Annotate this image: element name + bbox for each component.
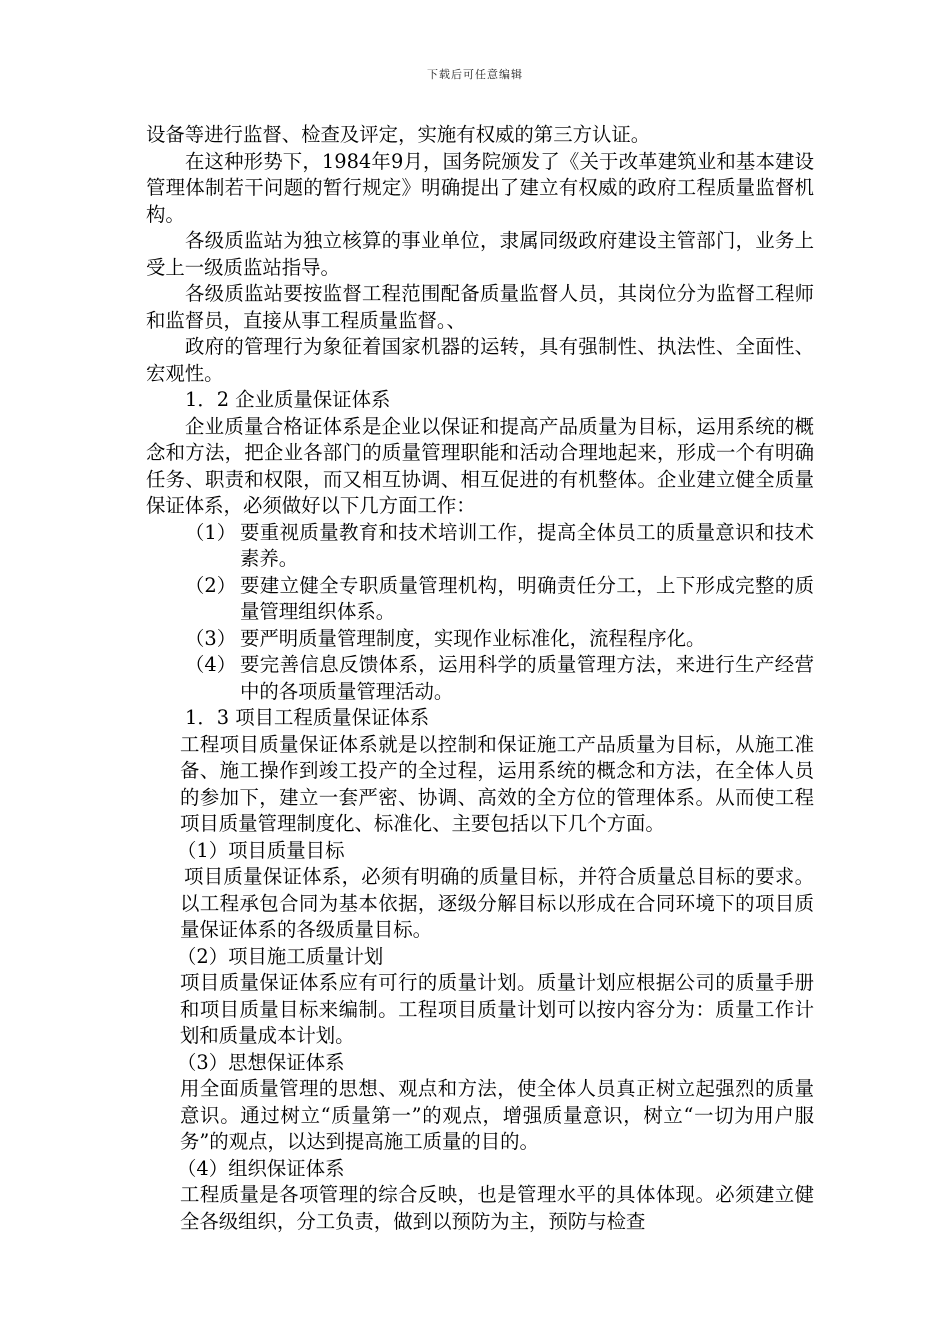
list-item-text: 要完善信息反馈体系，运用科学的质量管理方法，来进行生产经营中的各项质量管理活动。 — [240, 653, 814, 703]
list-item-number: （1） — [185, 520, 237, 544]
list-item — [146, 652, 814, 705]
paragraph-certification: 设备等进行监督、检查及评定，实施有权威的第三方认证。 — [146, 123, 651, 146]
paragraph-project-system: 工程项目质量保证体系就是以控制和保证施工产品质量为目标，从施工准备、施工操作到竣工投产的全过程，运用系统的概念和方法，在全体人员的参加下，建立一套严密、协调、高效的全方位的管理体系。从而使工程项目质量管理制度化、标准化、主要包括以下几个方面。 — [180, 732, 814, 835]
paragraph-enterprise-system: 企业质量合格证体系是企业以保证和提高产品质量为目标，运用系统的概念和方法，把企业各部门的质量管理职能和活动合理地起来，形成一个有明确任务、职责和权限，而又相互协调、相互促进的有机整体。企业建立健全质量保证体系，必须做好以下几方面工作： — [146, 414, 814, 517]
list-item-number: （2） — [185, 573, 237, 597]
document-body — [146, 122, 814, 1235]
subsection-title-quality-goal: （1）项目质量目标 — [177, 838, 345, 862]
subsection-text-ideology: 用全面质量管理的思想、观点和方法，使全体人员真正树立起强烈的质量意识。通过树立“质量第一”的观点，增强质量意识，树立“一切为用户服务”的观点，以达到提高施工质量的目的。 — [180, 1077, 814, 1153]
list-item-text: 要重视质量教育和技术培训工作，提高全体员工的质量意识和技术素养。 — [240, 520, 814, 570]
paragraph-station-staffing: 各级质监站要按监督工程范围配备质量监督人员，其岗位分为监督工程师和监督员，直接从事工程质量监督。、 — [146, 282, 814, 332]
list-item-text: 要严明质量管理制度，实现作业标准化，流程程序化。 — [240, 626, 706, 650]
section-heading-1-2: 1．2 企业质量保证体系 — [185, 388, 391, 411]
paragraph-station-status: 各级质监站为独立核算的事业单位，隶属同级政府建设主管部门，业务上受上一级质监站指导。 — [146, 229, 814, 279]
subsection-title-ideology: （3）思想保证体系 — [177, 1050, 345, 1074]
paragraph-1984-regulation: 在这种形势下，1984年9月，国务院颁发了《关于改革建筑业和基本建设管理体制若干问题的暂行规定》明确提出了建立有权威的政府工程质量监督机构。 — [146, 149, 814, 226]
subsection-title-quality-plan: （2）项目施工质量计划 — [177, 944, 384, 968]
list-item — [146, 520, 814, 573]
section-heading-1-3: 1．3 项目工程质量保证体系 — [185, 706, 430, 729]
subsection-text-quality-goal: 项目质量保证体系，必须有明确的质量目标，并符合质量总目标的要求。 以工程承包合同为基本依据，逐级分解目标以形成在合同环境下的项目质量保证体系的各级质量目标。 — [180, 865, 814, 941]
page-header-note: 下载后可任意编辑 — [427, 68, 523, 81]
subsection-text-quality-plan: 项目质量保证体系应有可行的质量计划。质量计划应根据公司的质量手册和项目质量目标来编制。工程项目质量计划可以按内容分为：质量工作计划和质量成本计划。 — [180, 971, 814, 1047]
subsection-title-organization: （4）组织保证体系 — [177, 1156, 345, 1180]
list-item-number: （4） — [185, 653, 237, 676]
list-item — [146, 626, 814, 653]
list-item-number: （3） — [185, 626, 237, 650]
list-item — [146, 573, 814, 626]
paragraph-government-role: 政府的管理行为象征着国家机器的运转，具有强制性、执法性、全面性、宏观性。 — [146, 335, 814, 385]
subsection-text-organization: 工程质量是各项管理的综合反映，也是管理水平的具体体现。必须建立健全各级组织，分工负责，做到以预防为主，预防与检查 — [180, 1183, 814, 1233]
list-item-text: 要建立健全专职质量管理机构，明确责任分工，上下形成完整的质量管理组织体系。 — [240, 573, 814, 623]
